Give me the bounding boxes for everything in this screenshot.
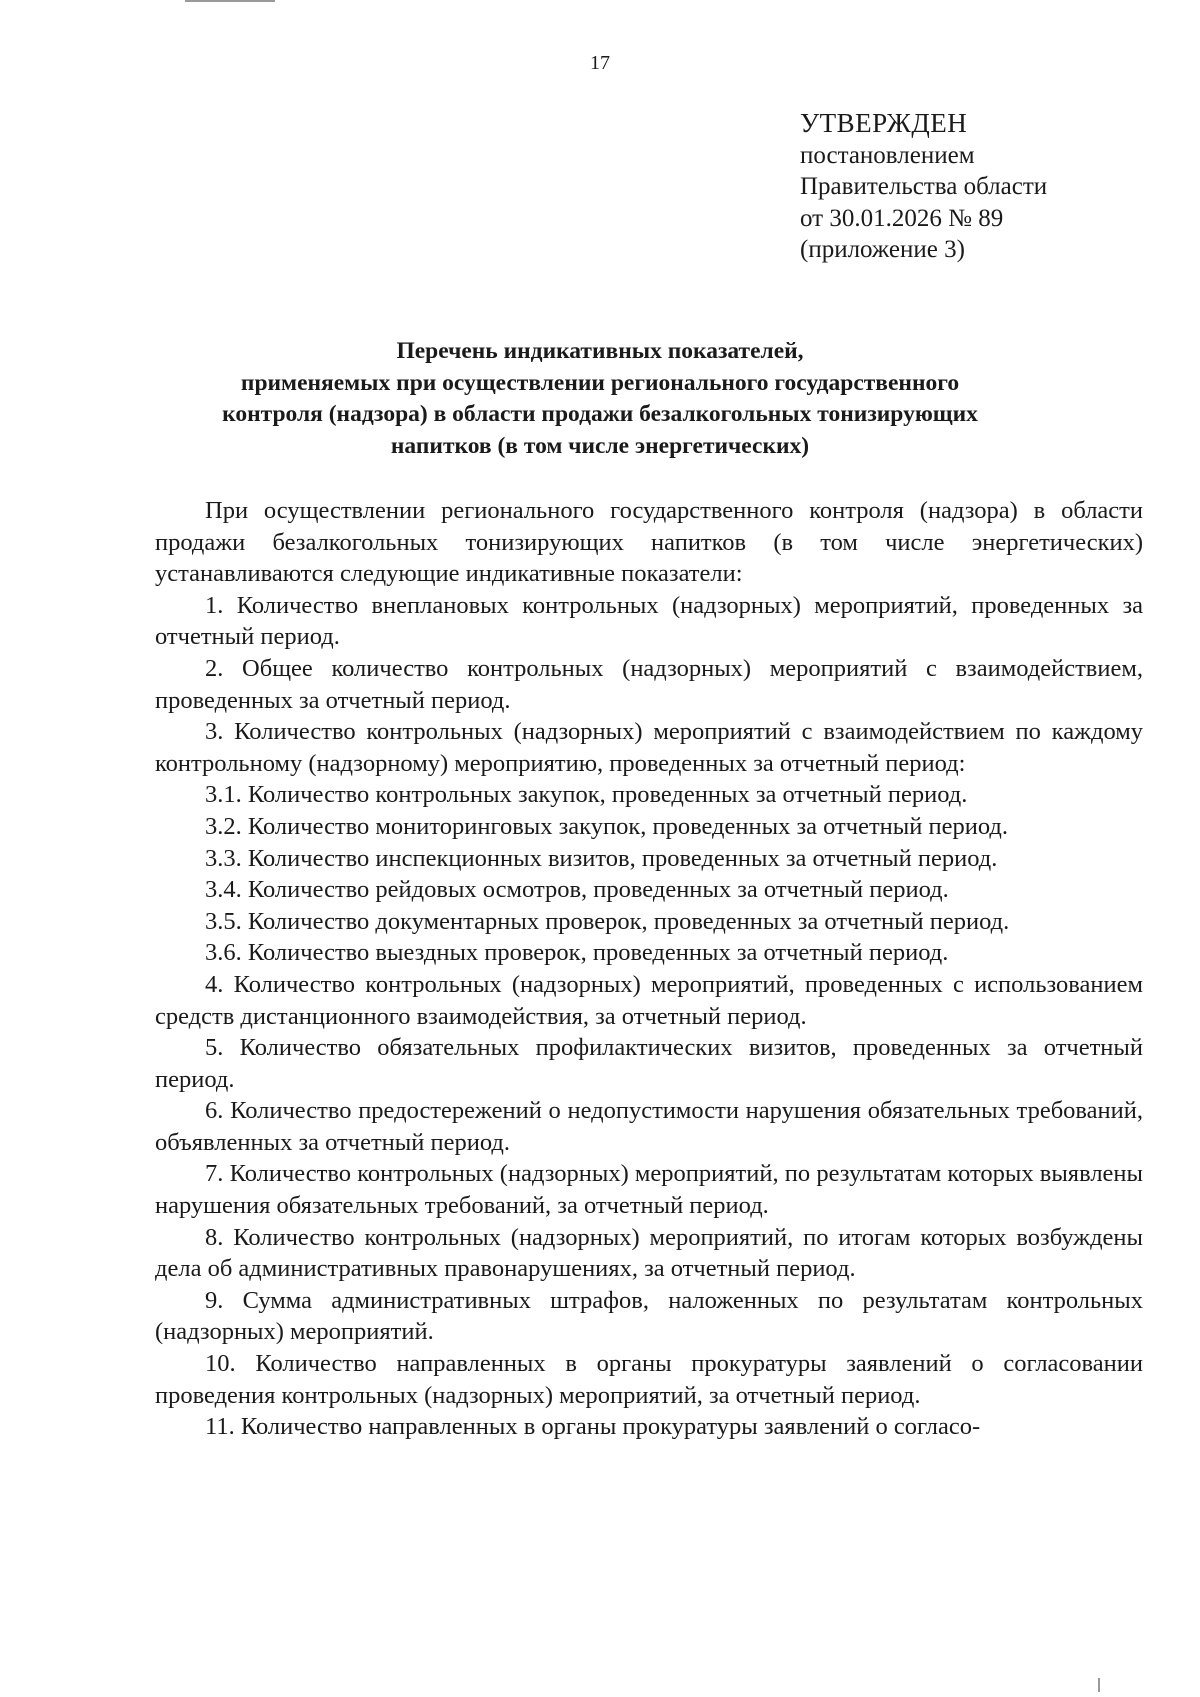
indicator-item: 4. Количество контрольных (надзорных) мероприятий, проведенных с использованием средств дистанционного взаимодействия, за отчетный период. xyxy=(155,970,1143,1030)
indicator-subitem: 3.3. Количество инспекционных визитов, проведенных за отчетный период. xyxy=(205,844,998,872)
indicator-item: 7. Количество контрольных (надзорных) мероприятий, по результатам которых выявлены нарушения обязательных требований, за отчетный период. xyxy=(155,1160,1143,1220)
page-number: 17 xyxy=(590,52,610,74)
indicator-item: 2. Общее количество контрольных (надзорных) мероприятий с взаимодействием, проведенных за отчетный период. xyxy=(155,654,1143,714)
indicator-subitem: 3.2. Количество мониторинговых закупок, проведенных за отчетный период. xyxy=(205,812,1008,840)
approval-line: от 30.01.2026 № 89 xyxy=(800,204,1004,232)
document-title xyxy=(150,336,1050,462)
document-body xyxy=(155,495,1143,1443)
indicator-item: 6. Количество предостережений о недопустимости нарушения обязательных требований, объявленных за отчетный период. xyxy=(155,1097,1143,1156)
title-line: напитков (в том числе энергетических) xyxy=(390,432,810,459)
title-line: контроля (надзора) в области продажи безалкогольных тонизирующих xyxy=(222,401,978,427)
title-line: Перечень индикативных показателей, xyxy=(396,338,804,364)
approval-line: Правительства области xyxy=(800,173,1048,200)
indicator-item: 10. Количество направленных в органы прокуратуры заявлений о согласовании проведения контрольных (надзорных) мероприятий, за отчетный период. xyxy=(155,1350,1143,1409)
approval-stamp-block xyxy=(800,108,1047,266)
indicator-subitem: 3.5. Количество документарных проверок, проведенных за отчетный период. xyxy=(205,907,1010,935)
scan-artifact-mark xyxy=(185,0,275,2)
indicator-subitem: 3.4. Количество рейдовых осмотров, проведенных за отчетный период. xyxy=(205,876,949,904)
title-line: применяемых при осуществлении регионального государственного xyxy=(240,369,960,396)
approval-line: (приложение 3) xyxy=(800,236,965,263)
indicator-item: 5. Количество обязательных профилактических визитов, проведенных за отчетный период. xyxy=(155,1034,1143,1093)
indicator-item: 3. Количество контрольных (надзорных) мероприятий с взаимодействием по каждому контрольному (надзорному) мероприятию, проведенных за отчетный период: xyxy=(155,718,1143,777)
indicator-item: 11. Количество направленных в органы прокуратуры заявлений о согласо- xyxy=(205,1413,981,1441)
scan-artifact-mark xyxy=(1098,1678,1100,1692)
indicator-item: 9. Сумма административных штрафов, наложенных по результатам контрольных (надзорных) мероприятий. xyxy=(155,1286,1143,1346)
indicator-item: 8. Количество контрольных (надзорных) мероприятий, по итогам которых возбуждены дела об административных правонарушениях, за отчетный период. xyxy=(155,1223,1143,1283)
approval-title: УТВЕРЖДЕН xyxy=(800,108,968,138)
intro-paragraph: При осуществлении регионального государственного контроля (надзора) в области продажи безалкогольных тонизирующих напитков (в том числе энергетических) устанавливаются следующие индикативные показатели: xyxy=(155,497,1143,588)
indicator-subitem: 3.1. Количество контрольных закупок, проведенных за отчетный период. xyxy=(205,781,968,809)
indicator-item: 1. Количество внеплановых контрольных (надзорных) мероприятий, проведенных за отчетный период. xyxy=(155,591,1143,651)
approval-line: постановлением xyxy=(800,141,975,169)
indicator-subitem: 3.6. Количество выездных проверок, проведенных за отчетный период. xyxy=(205,939,949,967)
